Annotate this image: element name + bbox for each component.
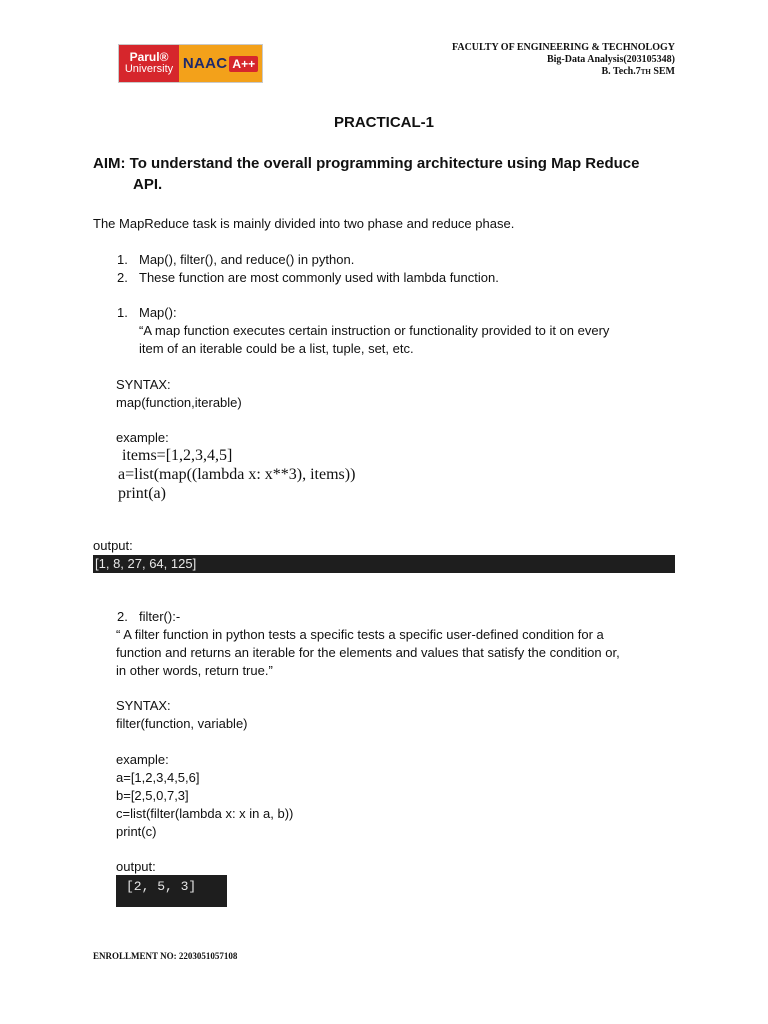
code-line: c=list(filter(lambda x: x in a, b)) [116,806,294,821]
filter-output-block: [2, 5, 3] [116,875,227,907]
university-logo [118,44,263,83]
filter-heading [117,608,180,626]
logo-univ-line2: University [124,63,174,76]
semester-sup: TH [640,68,651,76]
filter-syntax-label: SYNTAX: [116,698,171,713]
map-desc-line1: “A map function executes certain instruction or functionality provided to it on every [139,323,610,338]
semester-pre: B. Tech.7 [601,66,641,77]
map-heading-number: 1. [117,305,128,320]
filter-heading-number: 2. [117,609,128,624]
code-line: b=[2,5,0,7,3] [116,788,189,803]
filter-heading-text: filter():- [139,609,181,624]
semester [452,66,675,78]
faculty-name: FACULTY OF ENGINEERING & TECHNOLOGY [452,42,675,53]
filter-desc-line2: function and returns an iterable for the elements and values that satisfy the condition or, [116,645,620,660]
enrollment-number: ENROLLMENT NO: 2203051057108 [93,951,238,961]
naac-text: NAAC [182,55,228,72]
aim-line1: AIM: To understand the overall programming architecture using Map Reduce [93,155,640,172]
parul-logo-block [119,45,179,82]
filter-example-label: example: [116,752,169,767]
intro-text: The MapReduce task is mainly divided into two phase and reduce phase. [93,216,515,231]
naac-grade: A++ [229,56,258,72]
code-line: items=[1,2,3,4,5] [118,447,233,464]
map-heading [117,304,177,322]
code-line: a=list(map((lambda x: x**3), items)) [118,466,356,483]
map-output-label: output: [93,538,133,553]
list-text: These function are most commonly used with lambda function. [139,270,499,285]
filter-desc-line1: “ A filter function in python tests a specific tests a specific user-defined condition for a [116,627,604,642]
filter-output-label: output: [116,859,156,874]
aim-line2: API. [133,176,163,193]
map-output-block: [1, 8, 27, 64, 125] [93,555,675,573]
list-number: 1. [117,252,128,267]
filter-syntax: filter(function, variable) [116,716,248,731]
code-line: a=[1,2,3,4,5,6] [116,770,200,785]
naac-logo-block [179,45,262,82]
list-number: 2. [117,270,128,285]
list-text: Map(), filter(), and reduce() in python. [139,252,355,267]
code-line: print(a) [118,485,166,502]
map-syntax-label: SYNTAX: [116,377,171,392]
list-item [117,251,354,269]
map-desc-line2: item of an iterable could be a list, tuple, set, etc. [139,341,414,356]
page-title: PRACTICAL-1 [334,114,434,131]
aim-heading [93,153,683,195]
map-syntax: map(function,iterable) [116,395,242,410]
map-heading-text: Map(): [139,305,177,320]
code-line: print(c) [116,824,157,839]
list-item [117,269,499,287]
logo-univ-line1: Parul® [129,50,169,65]
header-info [452,42,675,78]
filter-desc-line3: in other words, return true.” [116,663,273,678]
map-example-label: example: [116,430,169,445]
semester-post: SEM [650,66,675,77]
course-name: Big-Data Analysis(203105348) [546,54,675,65]
